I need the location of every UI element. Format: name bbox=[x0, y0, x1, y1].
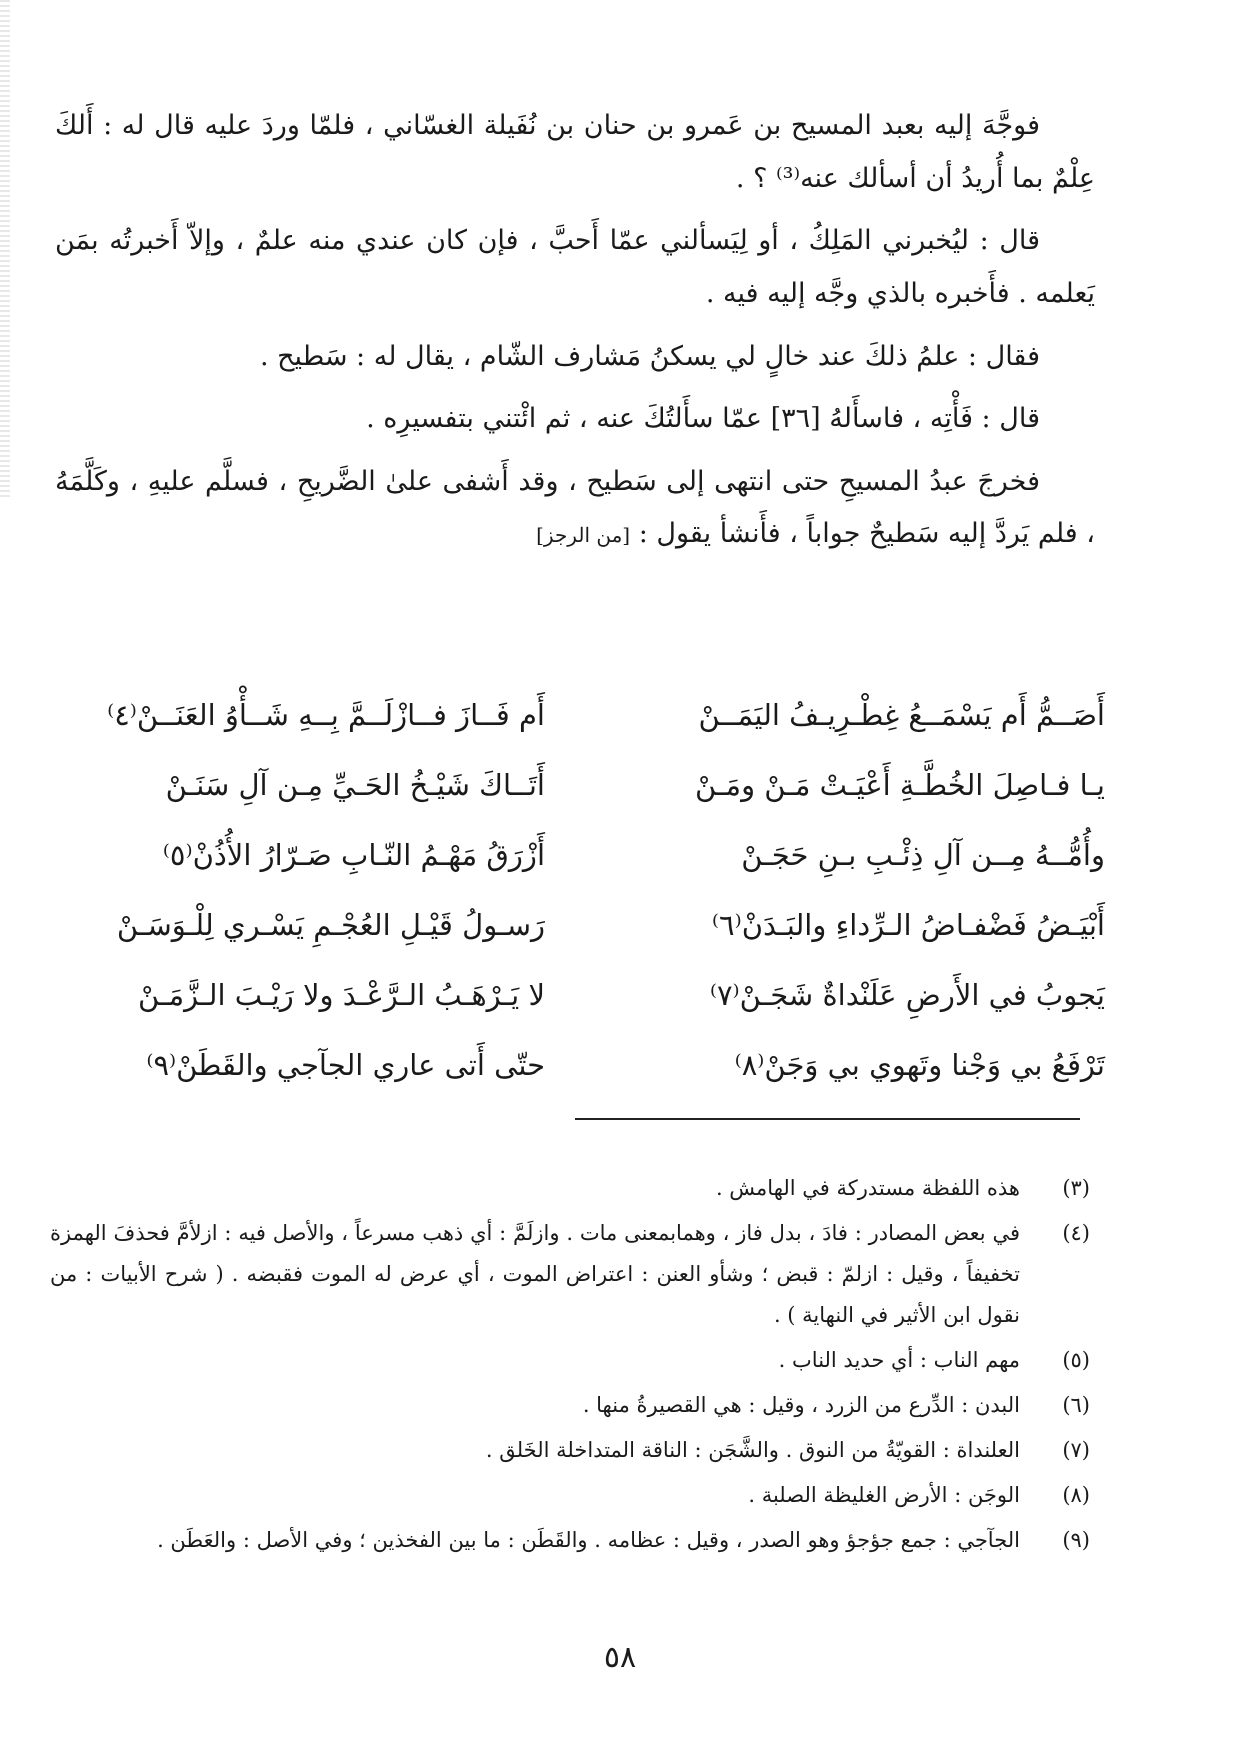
footnote-3 bbox=[50, 1168, 1090, 1209]
footnotes bbox=[50, 1168, 1090, 1564]
paragraph-1: فوجَّهَ إليه بعبد المسيح بن عَمرو بن حنان بن نُفَيلة الغسّاني ، فلمّا وردَ عليه قال له : أَلكَ عِلْمٌ بما أُريدُ أن أسألك عنه⁽³⁾ ؟ . bbox=[55, 110, 1095, 194]
verse-1-first-half: أَصَــمُّ أَم يَسْمَــعُ غِطْـرِيـفُ اليَمَــنْ bbox=[698, 698, 1105, 732]
footnote-number: (٨) bbox=[1062, 1482, 1090, 1507]
scan-edge bbox=[0, 0, 10, 500]
verse-6 bbox=[45, 1030, 1105, 1100]
footnote-8 bbox=[50, 1475, 1090, 1516]
footnote-text: مهم الناب : أي حديد الناب . bbox=[778, 1347, 1020, 1372]
paragraph-5-text: فخرجَ عبدُ المسيحِ حتى انتهى إلى سَطيح ، وقد أَشفى علىٰ الضَّريحِ ، فسلَّم عليهِ ، وكَلَّمَهُ ، فلم يَردَّ إليه سَطيحٌ جواباً ، فأَنشأ يقول : bbox=[55, 465, 1095, 550]
verse-6-second-half: حتّى أَتى عاري الجآجي والقَطَنْ⁽٩⁾ bbox=[146, 1048, 545, 1082]
verse-3-first-half: وأُمُّــهُ مِــن آلِ ذِئْـبِ بـنِ حَجَـنْ bbox=[741, 838, 1105, 872]
page-number: ٥٨ bbox=[603, 1640, 637, 1675]
verse-3-second-half: أَزْرَقُ مَهْـمُ النّـابِ صَـرّارُ الأُذُنْ⁽٥⁾ bbox=[162, 838, 545, 872]
verse-2 bbox=[45, 750, 1105, 820]
footnote-7 bbox=[50, 1430, 1090, 1471]
footnote-number: (٥) bbox=[1062, 1347, 1090, 1372]
verse-1-second-half: أَم فَــازَ فــازْلَــمَّ بِــهِ شَــأْوُ العَنَــنْ⁽٤⁾ bbox=[107, 698, 545, 732]
poem bbox=[45, 680, 1105, 1100]
footnote-number: (٣) bbox=[1062, 1176, 1090, 1200]
footnote-text: الوجَن : الأرض الغليظة الصلبة . bbox=[748, 1482, 1020, 1507]
verse-4-first-half: أَبْيَـضُ فَضْفـاضُ الـرِّداءِ والبَـدَنْ⁽٦⁾ bbox=[711, 908, 1105, 942]
meter-note: [من الرجز] bbox=[536, 523, 631, 548]
verse-4 bbox=[45, 890, 1105, 960]
verse-3 bbox=[45, 820, 1105, 890]
paragraph-4: قال : فَأْتِه ، فاسأَلهُ [٣٦] عمّا سأَلتُكَ عنه ، ثم ائْتني بتفسيرِه . bbox=[366, 403, 1040, 435]
footnote-text: البدن : الدِّرع من الزرد ، وقيل : هي القصيرةُ منها . bbox=[582, 1392, 1020, 1417]
verse-1 bbox=[45, 680, 1105, 750]
footnote-separator bbox=[575, 1118, 1080, 1120]
footnote-4 bbox=[50, 1213, 1090, 1336]
footnote-text: في بعض المصادر : فادَ ، بدل فاز ، وهمابمعنى مات . وازلَمَّ : أي ذهب مسرعاً ، والأصل فيه : ازلأمَّ فحذفَ الهمزة تخفيفاً ، وقيل : ازلمّ : قبض ؛ وشأو العنن : اعتراض الموت ، أي عرض له الموت فقبضه . ( شرح الأبيات : من نقول ابن الأثير في النهاية ) . bbox=[50, 1220, 1020, 1327]
verse-6-first-half: تَرْفَعُ بي وَجْنا وتَهوي بي وَجَنْ⁽٨⁾ bbox=[734, 1048, 1105, 1082]
verse-5-first-half: يَجوبُ في الأَرضِ عَلَنْداةٌ شَجَـنْ⁽٧⁾ bbox=[709, 978, 1105, 1012]
verse-5-second-half: لا يَـرْهَـبُ الـرَّعْـدَ ولا رَيْـبَ الـزَّمَـنْ bbox=[138, 978, 545, 1012]
footnote-6 bbox=[50, 1385, 1090, 1426]
footnote-text: هذه اللفظة مستدركة في الهامش . bbox=[715, 1176, 1020, 1200]
footnote-number: (٤) bbox=[1062, 1220, 1090, 1245]
verse-2-first-half: يـا فـاصِلَ الخُطَّـةِ أَعْيَـتْ مَـنْ ومَـنْ bbox=[694, 768, 1105, 802]
footnote-5 bbox=[50, 1340, 1090, 1381]
main-text bbox=[55, 100, 1095, 571]
footnote-number: (٦) bbox=[1062, 1392, 1090, 1417]
footnote-9 bbox=[50, 1520, 1090, 1561]
verse-2-second-half: أَتَــاكَ شَيْـخُ الحَـيِّ مِـن آلِ سَنَـنْ bbox=[165, 768, 545, 802]
verse-5 bbox=[45, 960, 1105, 1030]
footnote-text: الجآجي : جمع جؤجؤ وهو الصدر ، وقيل : عظامه . والقَطَن : ما بين الفخذين ؛ وفي الأصل : والعَطَن . bbox=[157, 1527, 1020, 1552]
footnote-number: (٧) bbox=[1062, 1437, 1090, 1462]
footnote-text: العلنداة : القويّةُ من النوق . والشَّجَن : الناقة المتداخلة الخَلق . bbox=[485, 1437, 1020, 1462]
paragraph-5 bbox=[55, 456, 1095, 561]
footnote-number: (٩) bbox=[1062, 1527, 1090, 1552]
verse-4-second-half: رَسـولُ قَيْـلِ العُجْـمِ يَسْـري لِلْـوَسَـنْ bbox=[116, 908, 545, 942]
paragraph-3: فقال : علمُ ذلكَ عند خالٍ لي يسكنُ مَشارف الشّام ، يقال له : سَطيح . bbox=[259, 340, 1040, 372]
paragraph-2: قال : ليُخبرني المَلِكُ ، أو لِيَسألني عمّا أَحبَّ ، فإن كان عندي منه علمٌ ، وإلاّ أَخبرتُه بمَن يَعلمه . فأَخبره بالذي وجَّه إليه فيه . bbox=[55, 225, 1095, 309]
